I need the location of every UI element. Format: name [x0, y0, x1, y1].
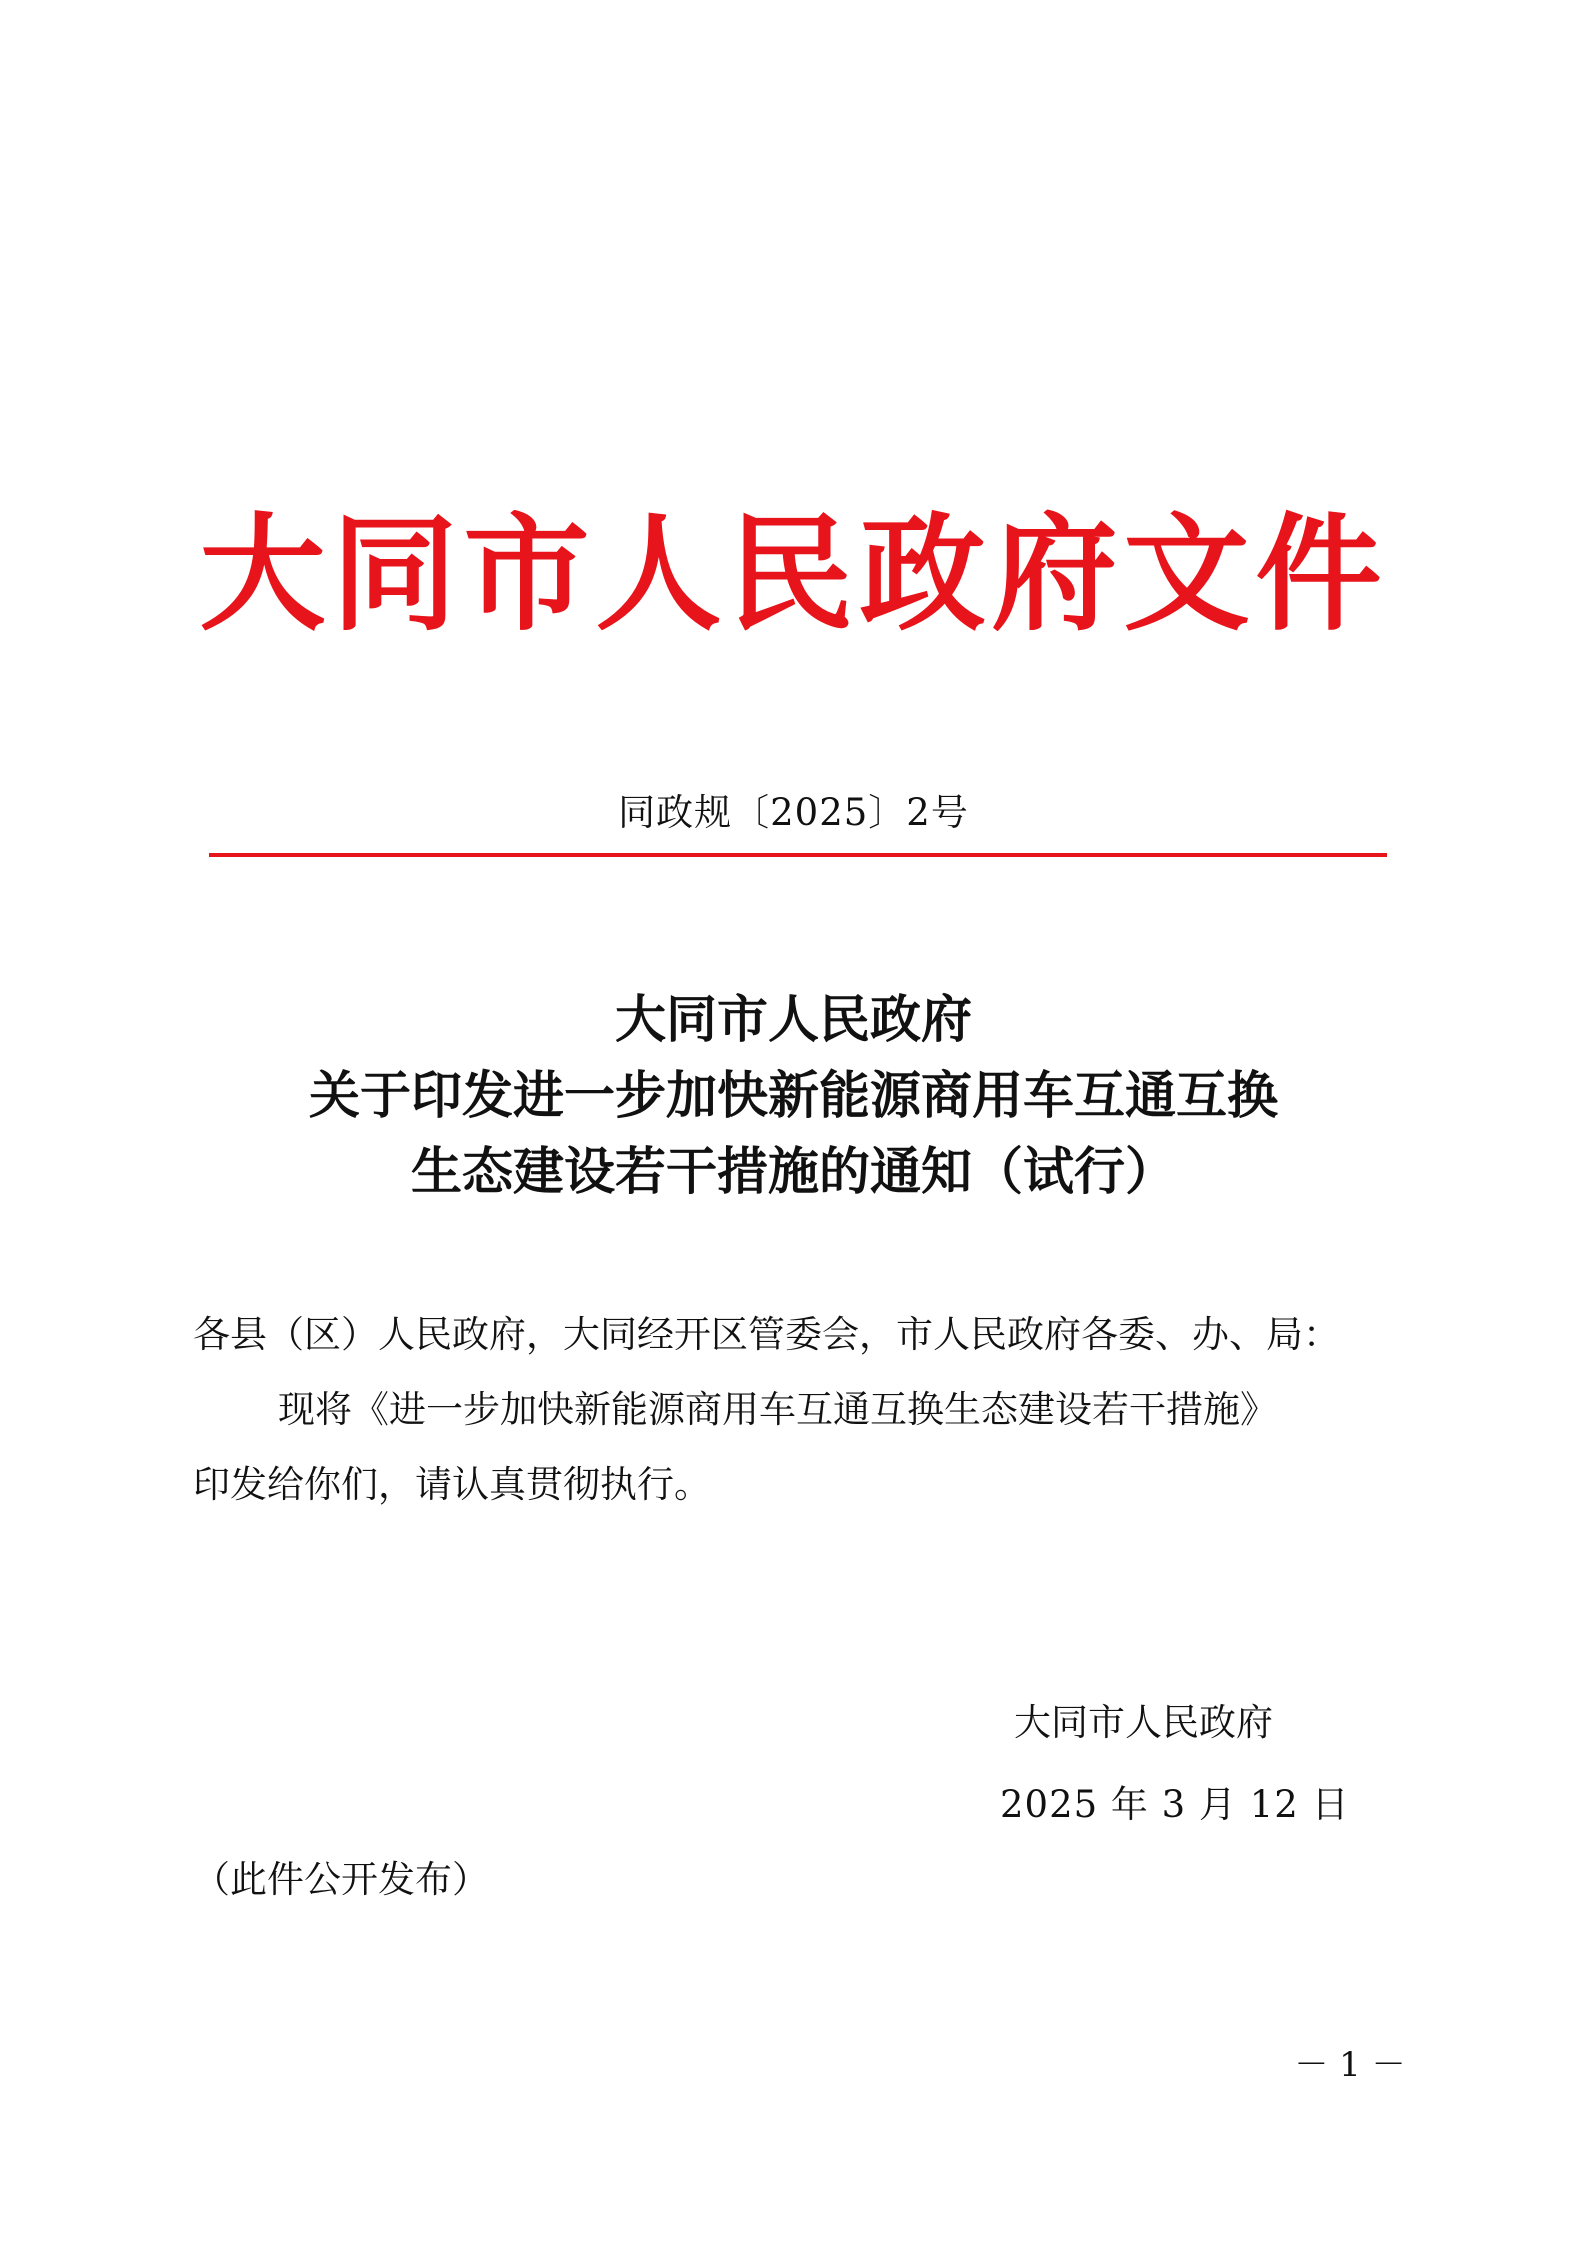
- document-number: 同政规〔2025〕2号: [618, 791, 969, 834]
- masthead-title: 大同市人民政府文件: [199, 501, 1388, 648]
- issuer-signature: 大同市人民政府: [1014, 1701, 1273, 1744]
- page-number: － 1 －: [1294, 2045, 1406, 2085]
- body-paragraph-line-2: 印发给你们，请认真贯彻执行。: [193, 1463, 711, 1506]
- title-line-3: 生态建设若干措施的通知（试行）: [410, 1143, 1176, 1202]
- body-paragraph-line-1: 现将《进一步加快新能源商用车互通互换生态建设若干措施》: [278, 1388, 1277, 1431]
- title-line-2: 关于印发进一步加快新能源商用车互通互换: [308, 1067, 1278, 1126]
- salutation: 各县（区）人民政府，大同经开区管委会，市人民政府各委、办、局：: [193, 1313, 1340, 1356]
- red-divider-rule: [209, 853, 1387, 857]
- publish-note: （此件公开发布）: [193, 1858, 489, 1901]
- issue-date: 2025 年 3 月 12 日: [1000, 1783, 1350, 1826]
- title-line-1: 大同市人民政府: [614, 991, 972, 1050]
- document-title: [0, 983, 1587, 1211]
